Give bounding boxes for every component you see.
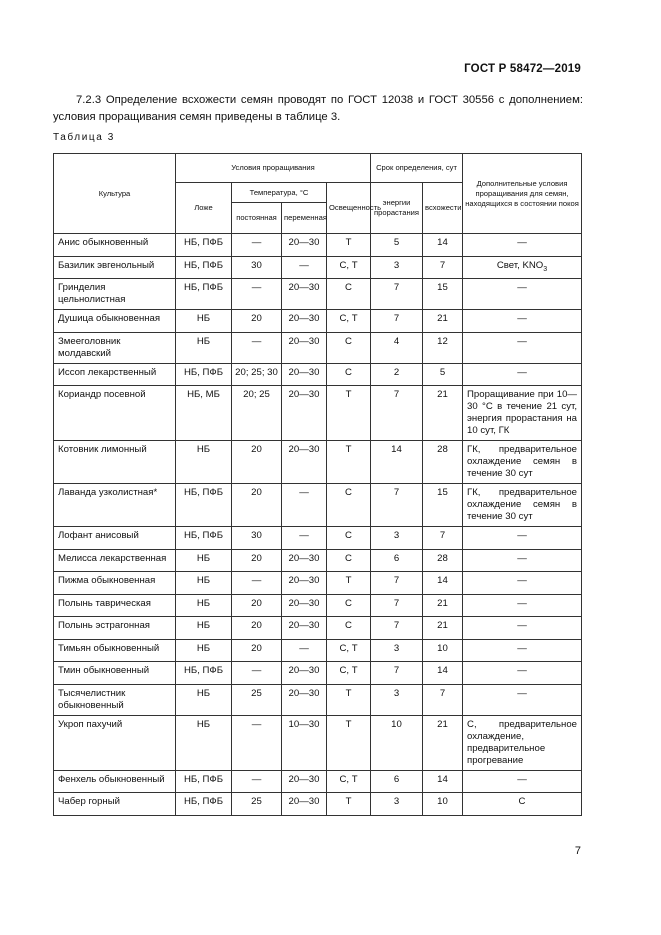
cell-light: Т	[327, 234, 371, 257]
table-row	[54, 549, 582, 572]
cell-constant: 20	[232, 617, 282, 640]
table-row	[54, 234, 582, 257]
table-row	[54, 332, 582, 363]
cell-name: Мелисса лекарственная	[54, 549, 176, 572]
cell-light: Т	[327, 793, 371, 816]
cell-variable: 10—30	[282, 715, 327, 770]
cell-energy: 4	[371, 332, 423, 363]
cell-variable: 20—30	[282, 770, 327, 793]
cell-bed: НБ	[176, 549, 232, 572]
header-extra-conditions: Дополнительные условия проращивания для семян, находящихся в состоянии покоя	[463, 154, 582, 234]
cell-extra: —	[463, 662, 582, 685]
cell-bed: НБ	[176, 441, 232, 484]
cell-variable: 20—30	[282, 662, 327, 685]
cell-germination: 10	[423, 639, 463, 662]
table-row	[54, 594, 582, 617]
cell-light: С, Т	[327, 662, 371, 685]
cell-energy: 3	[371, 527, 423, 550]
cell-name: Тмин обыкновенный	[54, 662, 176, 685]
cell-constant: —	[232, 572, 282, 595]
cell-energy: 3	[371, 256, 423, 279]
cell-energy: 3	[371, 639, 423, 662]
table-row	[54, 363, 582, 386]
cell-germination: 21	[423, 617, 463, 640]
cell-germination: 21	[423, 386, 463, 441]
cell-light: С	[327, 527, 371, 550]
cell-extra: —	[463, 234, 582, 257]
cell-energy: 7	[371, 662, 423, 685]
cell-germination: 21	[423, 310, 463, 333]
table-row	[54, 793, 582, 816]
cell-constant: —	[232, 332, 282, 363]
cell-energy: 7	[371, 572, 423, 595]
cell-extra: —	[463, 549, 582, 572]
cell-energy: 5	[371, 234, 423, 257]
header-energy: энергии прорастания	[371, 183, 423, 234]
table-row	[54, 684, 582, 715]
cell-bed: НБ, ПФБ	[176, 256, 232, 279]
table-caption: Таблица 3	[53, 132, 115, 143]
cell-energy: 7	[371, 617, 423, 640]
cell-bed: НБ, МБ	[176, 386, 232, 441]
cell-light: Т	[327, 684, 371, 715]
cell-light: С	[327, 332, 371, 363]
cell-germination: 28	[423, 549, 463, 572]
cell-light: Т	[327, 572, 371, 595]
cell-bed: НБ	[176, 332, 232, 363]
table-row	[54, 639, 582, 662]
cell-germination: 14	[423, 572, 463, 595]
cell-light: Т	[327, 715, 371, 770]
cell-energy: 7	[371, 279, 423, 310]
cell-energy: 7	[371, 386, 423, 441]
cell-extra: —	[463, 617, 582, 640]
cell-constant: 20; 25; 30	[232, 363, 282, 386]
cell-extra: —	[463, 363, 582, 386]
header-temperature: Температура, °С	[232, 183, 327, 203]
cell-extra: —	[463, 639, 582, 662]
cell-energy: 6	[371, 770, 423, 793]
cell-variable: —	[282, 256, 327, 279]
cell-name: Змееголовник молдавский	[54, 332, 176, 363]
cell-extra: —	[463, 279, 582, 310]
cell-light: С	[327, 484, 371, 527]
cell-name: Фенхель обыкновенный	[54, 770, 176, 793]
cell-variable: 20—30	[282, 549, 327, 572]
cell-light: Т	[327, 441, 371, 484]
cell-energy: 3	[371, 793, 423, 816]
cell-extra: Проращивание при 10—30 °С в течение 21 сут, энергия прорастания на 10 сут, ГК	[463, 386, 582, 441]
cell-light: С, Т	[327, 639, 371, 662]
cell-extra: —	[463, 572, 582, 595]
cell-constant: 25	[232, 684, 282, 715]
cell-energy: 7	[371, 310, 423, 333]
table-row	[54, 310, 582, 333]
cell-constant: —	[232, 715, 282, 770]
cell-variable: 20—30	[282, 332, 327, 363]
cell-energy: 14	[371, 441, 423, 484]
cell-constant: —	[232, 279, 282, 310]
intro-paragraph: 7.2.3 Определение всхожести семян проводят по ГОСТ 12038 и ГОСТ 30556 с дополнением: условия проращивания семян приведены в таблице 3.	[53, 94, 583, 123]
table-row	[54, 484, 582, 527]
cell-energy: 3	[371, 684, 423, 715]
cell-name: Укроп пахучий	[54, 715, 176, 770]
cell-germination: 14	[423, 662, 463, 685]
cell-bed: НБ	[176, 572, 232, 595]
cell-germination: 7	[423, 527, 463, 550]
cell-light: С	[327, 363, 371, 386]
cell-name: Лаванда узколистная*	[54, 484, 176, 527]
cell-extra: —	[463, 310, 582, 333]
standard-number: ГОСТ Р 58472—2019	[464, 63, 581, 75]
cell-bed: НБ, ПФБ	[176, 770, 232, 793]
cell-variable: 20—30	[282, 234, 327, 257]
cell-variable: 20—30	[282, 684, 327, 715]
cell-bed: НБ, ПФБ	[176, 793, 232, 816]
cell-bed: НБ	[176, 639, 232, 662]
cell-energy: 7	[371, 594, 423, 617]
cell-light: С	[327, 617, 371, 640]
header-culture: Культура	[54, 154, 176, 234]
cell-variable: 20—30	[282, 572, 327, 595]
cell-variable: 20—30	[282, 793, 327, 816]
header-light: Освещенность	[327, 183, 371, 234]
cell-name: Базилик эвгенольный	[54, 256, 176, 279]
cell-bed: НБ, ПФБ	[176, 279, 232, 310]
header-germination: всхожести	[423, 183, 463, 234]
cell-constant: 20	[232, 310, 282, 333]
cell-energy: 2	[371, 363, 423, 386]
cell-name: Душица обыкновенная	[54, 310, 176, 333]
table-row	[54, 441, 582, 484]
cell-name: Чабер горный	[54, 793, 176, 816]
header-variable: переменная	[282, 203, 327, 234]
header-conditions: Условия проращивания	[176, 154, 371, 183]
cell-name: Котовник лимонный	[54, 441, 176, 484]
cell-energy: 7	[371, 484, 423, 527]
cell-germination: 10	[423, 793, 463, 816]
cell-bed: НБ	[176, 617, 232, 640]
cell-extra: С, предварительное охлаждение, предварительное прогревание	[463, 715, 582, 770]
cell-name: Лофант анисовый	[54, 527, 176, 550]
header-period: Срок определения, сут	[371, 154, 463, 183]
cell-germination: 7	[423, 684, 463, 715]
cell-germination: 7	[423, 256, 463, 279]
cell-extra: —	[463, 332, 582, 363]
cell-variable: 20—30	[282, 279, 327, 310]
cell-constant: 25	[232, 793, 282, 816]
table-row	[54, 770, 582, 793]
cell-variable: 20—30	[282, 386, 327, 441]
table-row	[54, 256, 582, 279]
cell-germination: 28	[423, 441, 463, 484]
table-row	[54, 662, 582, 685]
germination-conditions-table	[53, 153, 582, 816]
cell-name: Тимьян обыкновенный	[54, 639, 176, 662]
cell-extra: Свет, $KNO_3$	[463, 256, 582, 279]
cell-constant: —	[232, 662, 282, 685]
cell-bed: НБ	[176, 684, 232, 715]
cell-light: С	[327, 594, 371, 617]
cell-constant: 30	[232, 256, 282, 279]
cell-variable: —	[282, 527, 327, 550]
cell-constant: 20	[232, 441, 282, 484]
cell-bed: НБ	[176, 594, 232, 617]
cell-bed: НБ, ПФБ	[176, 484, 232, 527]
cell-bed: НБ	[176, 310, 232, 333]
cell-light: С, Т	[327, 256, 371, 279]
table-row	[54, 386, 582, 441]
cell-extra: ГК, предварительное охлаждение семян в течение 30 сут	[463, 441, 582, 484]
cell-bed: НБ, ПФБ	[176, 662, 232, 685]
cell-germination: 15	[423, 279, 463, 310]
table-row	[54, 617, 582, 640]
cell-energy: 6	[371, 549, 423, 572]
table-row	[54, 527, 582, 550]
cell-constant: —	[232, 234, 282, 257]
cell-variable: 20—30	[282, 594, 327, 617]
cell-name: Полынь эстрагонная	[54, 617, 176, 640]
cell-energy: 10	[371, 715, 423, 770]
cell-variable: —	[282, 639, 327, 662]
cell-variable: 20—30	[282, 617, 327, 640]
cell-name: Полынь таврическая	[54, 594, 176, 617]
cell-extra: ГК, предварительное охлаждение семян в течение 30 сут	[463, 484, 582, 527]
cell-name: Кориандр посевной	[54, 386, 176, 441]
cell-extra: —	[463, 527, 582, 550]
header-constant: постоянная	[232, 203, 282, 234]
cell-name: Анис обыкновенный	[54, 234, 176, 257]
cell-extra: —	[463, 594, 582, 617]
cell-variable: —	[282, 484, 327, 527]
cell-variable: 20—30	[282, 363, 327, 386]
cell-constant: —	[232, 770, 282, 793]
header-bed: Ложе	[176, 183, 232, 234]
cell-variable: 20—30	[282, 310, 327, 333]
cell-name: Пижма обыкновенная	[54, 572, 176, 595]
table-row	[54, 715, 582, 770]
cell-germination: 14	[423, 234, 463, 257]
cell-extra: —	[463, 770, 582, 793]
cell-germination: 5	[423, 363, 463, 386]
cell-germination: 21	[423, 594, 463, 617]
cell-light: С	[327, 549, 371, 572]
cell-extra: —	[463, 684, 582, 715]
cell-bed: НБ, ПФБ	[176, 363, 232, 386]
page-number: 7	[574, 845, 581, 857]
cell-bed: НБ, ПФБ	[176, 527, 232, 550]
cell-constant: 20	[232, 484, 282, 527]
cell-constant: 20	[232, 549, 282, 572]
cell-constant: 20	[232, 639, 282, 662]
cell-bed: НБ, ПФБ	[176, 234, 232, 257]
cell-light: Т	[327, 386, 371, 441]
cell-light: С	[327, 279, 371, 310]
cell-constant: 20; 25	[232, 386, 282, 441]
table-row	[54, 572, 582, 595]
cell-variable: 20—30	[282, 441, 327, 484]
cell-germination: 15	[423, 484, 463, 527]
cell-name: Иссоп лекарственный	[54, 363, 176, 386]
cell-germination: 12	[423, 332, 463, 363]
table-row	[54, 279, 582, 310]
cell-germination: 21	[423, 715, 463, 770]
cell-constant: 20	[232, 594, 282, 617]
cell-bed: НБ	[176, 715, 232, 770]
cell-extra: С	[463, 793, 582, 816]
cell-germination: 14	[423, 770, 463, 793]
cell-constant: 30	[232, 527, 282, 550]
cell-light: С, Т	[327, 770, 371, 793]
cell-name: Тысячелистник обыкновенный	[54, 684, 176, 715]
cell-name: Гринделия цельнолистная	[54, 279, 176, 310]
cell-light: С, Т	[327, 310, 371, 333]
